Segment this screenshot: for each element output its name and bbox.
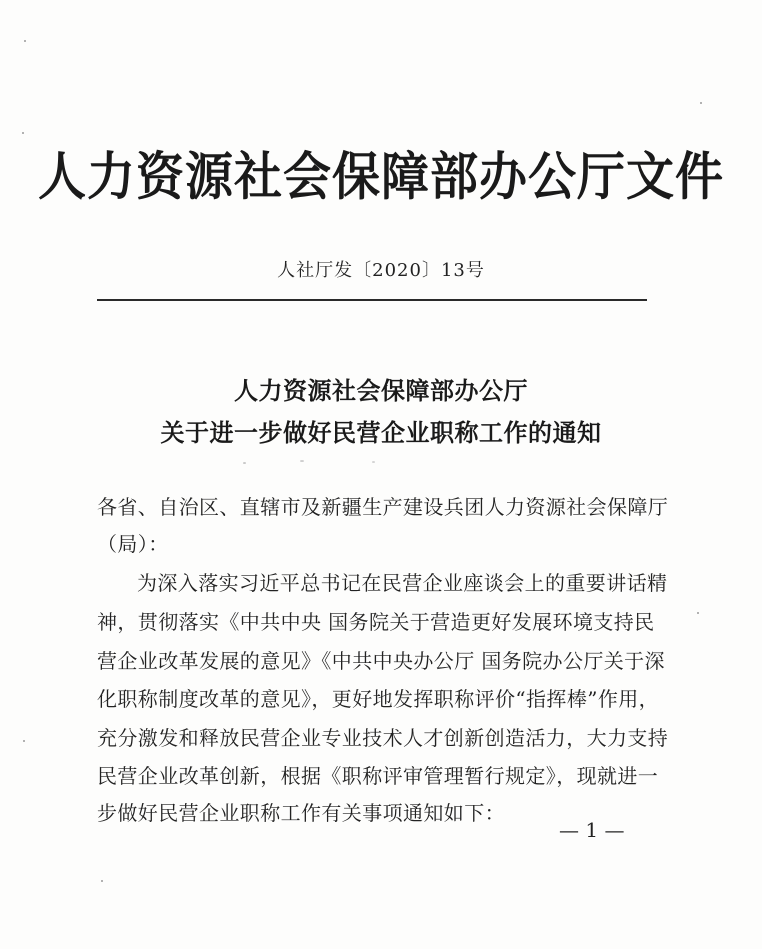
paragraph-line: 为深入落实习近平总书记在民营企业座谈会上的重要讲话精 — [137, 571, 668, 595]
scan-speck — [697, 612, 699, 614]
paragraph-line: 民营企业改革创新，根据《职称评审管理暂行规定》，现就进一 — [97, 764, 659, 788]
addressee-line-1: 各省、自治区、直辖市及新疆生产建设兵团人力资源社会保障厅 — [97, 495, 669, 519]
paragraph-line: 充分激发和释放民营企业专业技术人才创新创造活力，大力支持 — [97, 726, 669, 750]
scan-speck — [22, 132, 24, 134]
paragraph-line: 步做好民营企业职称工作有关事项通知如下： — [97, 801, 505, 825]
scan-speck — [23, 740, 25, 742]
page-number: — 1 — — [559, 818, 625, 842]
addressee-line-2: （局）： — [97, 532, 169, 556]
scan-speck — [101, 880, 103, 882]
header-divider-line — [97, 299, 647, 301]
document-header-title: 人力资源社会保障部办公厅文件 — [37, 147, 724, 208]
scan-speck — [372, 461, 375, 463]
scan-speck — [300, 460, 304, 462]
scan-speck — [24, 40, 26, 42]
paragraph-line: 营企业改革发展的意见》《中共中央办公厅 国务院办公厅关于深 — [97, 649, 665, 673]
notice-title-line-1: 人力资源社会保障部办公厅 — [234, 376, 528, 405]
scan-speck — [700, 102, 702, 104]
paragraph-line: 神，贯彻落实《中共中央 国务院关于营造更好发展环境支持民 — [97, 610, 655, 634]
scan-speck — [243, 462, 246, 464]
paragraph-line: 化职称制度改革的意见》，更好地发挥职称评价“指挥棒”作用， — [97, 687, 660, 711]
notice-title-line-2: 关于进一步做好民营企业职称工作的通知 — [160, 418, 602, 447]
document-number: 人社厅发〔2020〕13号 — [277, 260, 485, 281]
